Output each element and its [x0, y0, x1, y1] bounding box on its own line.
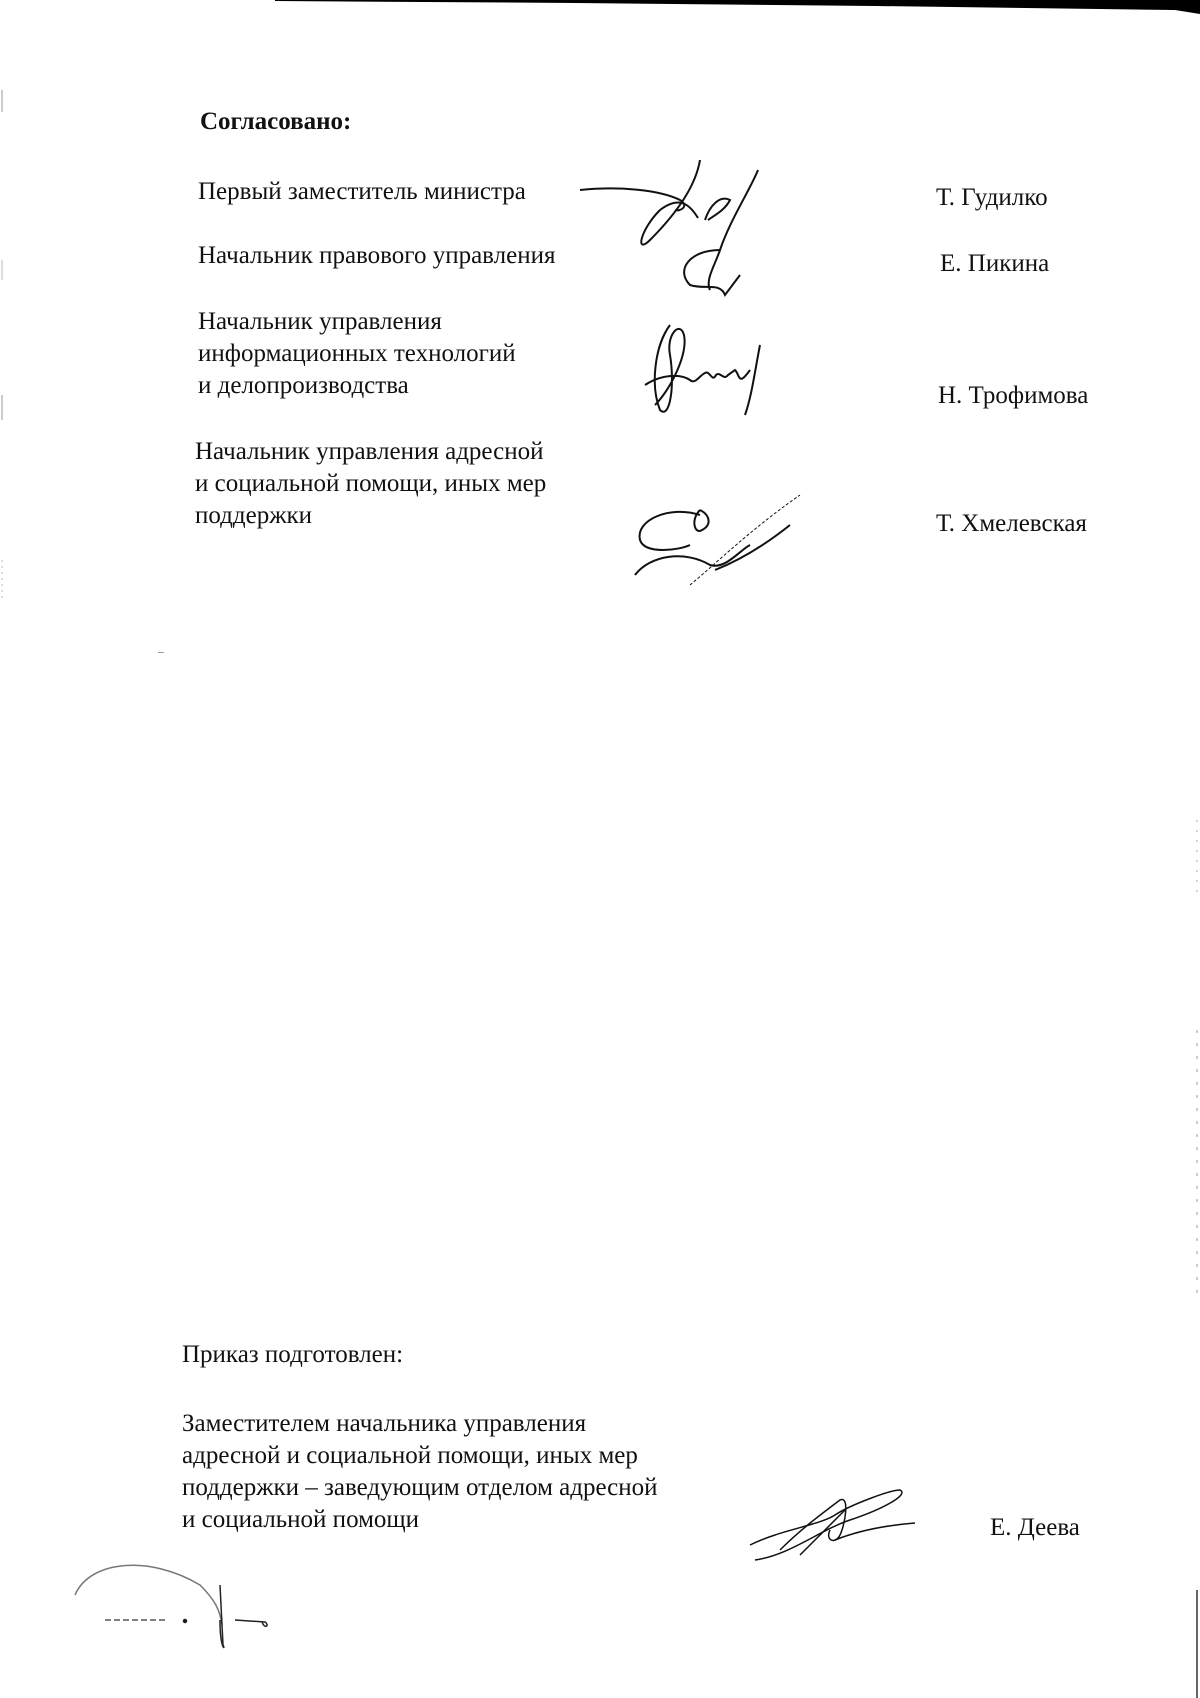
scan-left-margin-marks: [0, 0, 6, 1698]
position-it-head-line-1: Начальник управления: [198, 308, 442, 335]
scan-dot: [158, 652, 164, 653]
approval-heading: Согласовано:: [200, 108, 352, 135]
signer-name-gudilko: Т. Гудилко: [936, 184, 1048, 211]
signer-name-trofimova: Н. Трофимова: [938, 382, 1089, 409]
position-first-deputy-minister: Первый заместитель министра: [198, 178, 526, 205]
prepared-heading: Приказ подготовлен:: [182, 1341, 404, 1368]
position-it-head-line-3: и делопроизводства: [198, 372, 409, 399]
signer-name-pikina: Е. Пикина: [940, 250, 1050, 277]
preparer-position-line-4: и социальной помощи: [182, 1506, 420, 1533]
signature-trofimova: [640, 315, 790, 425]
preparer-position-line-2: адресной и социальной помощи, иных мер: [182, 1442, 638, 1469]
scan-right-margin-marks: [1194, 0, 1200, 1698]
signature-gudilko: [580, 150, 780, 300]
position-social-head-line-1: Начальник управления адресной: [195, 438, 544, 465]
position-it-head-line-2: информационных технологий: [198, 340, 516, 367]
signer-name-deeva: Е. Деева: [990, 1514, 1080, 1541]
signature-deeva: [740, 1475, 920, 1570]
position-social-head-line-3: поддержки: [195, 502, 312, 529]
position-legal-head: Начальник правового управления: [198, 242, 556, 269]
preparer-position-line-3: поддержки – заведующим отделом адресной: [182, 1474, 658, 1501]
signature-khmelevskaya: [630, 490, 810, 590]
signer-name-khmelevskaya: Т. Хмелевская: [936, 510, 1087, 537]
preparer-position-line-1: Заместителем начальника управления: [182, 1410, 587, 1437]
position-social-head-line-2: и социальной помощи, иных мер: [195, 470, 547, 497]
initials-mark: [70, 1550, 280, 1660]
scan-top-edge: [275, 0, 1200, 14]
